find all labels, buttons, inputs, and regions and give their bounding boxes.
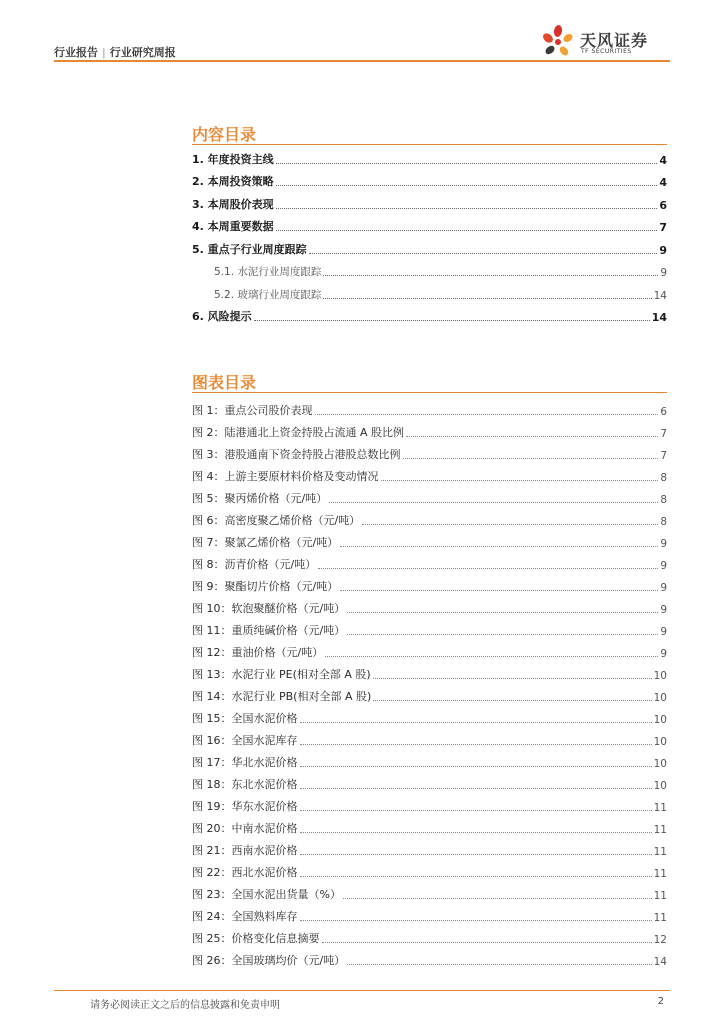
figure-entry[interactable] [192,836,667,858]
figure-entry-page: 11 [653,890,667,902]
figure-entry[interactable] [192,858,667,880]
figure-entry-page: 10 [653,670,667,682]
figure-entry[interactable] [192,748,667,770]
figure-entry[interactable] [192,572,667,594]
toc-entry-page: 14 [651,311,667,324]
toc-entry-label: 6. 风险提示 [192,310,252,323]
toc-leader-dots [323,275,658,276]
figure-entry-page: 9 [660,538,667,550]
figure-entry[interactable] [192,462,667,484]
figure-entry[interactable] [192,418,667,440]
contents-title: 内容目录 [192,125,257,144]
figure-entry[interactable] [192,660,667,682]
figure-entry-page: 11 [653,912,667,924]
toc-entry[interactable] [192,257,667,280]
figure-entry-label: 图 7：聚氯乙烯价格（元/吨） [192,536,339,549]
figure-entry-label: 图 12：重油价格（元/吨） [192,646,324,659]
figure-leader-dots [300,854,652,855]
figure-leader-dots [318,568,658,569]
figure-entry[interactable] [192,594,667,616]
figure-entry[interactable] [192,726,667,748]
toc-entry-label: 1. 年度投资主线 [192,152,274,166]
figure-leader-dots [300,722,652,723]
figure-entry[interactable] [192,792,667,814]
figure-entry-page: 10 [653,714,667,726]
figure-entry[interactable] [192,550,667,572]
figure-entry[interactable] [192,616,667,638]
figure-entry-label: 图 20：中南水泥价格 [192,822,298,835]
figure-leader-dots [340,590,658,591]
figure-leader-dots [373,678,652,679]
figure-leader-dots [322,942,652,943]
figure-entry-page: 8 [660,494,667,506]
toc-leader-dots [276,230,658,231]
figure-entry[interactable] [192,770,667,792]
toc-entry[interactable] [192,212,667,235]
figure-entry[interactable] [192,902,667,924]
figure-entry-page: 9 [660,626,667,638]
figure-leader-dots [300,810,652,811]
figure-entry-label: 图 17：华北水泥价格 [192,756,298,769]
figure-entry-page: 9 [660,648,667,660]
toc-entry-label: 5.1. 水泥行业周度跟踪 [214,266,322,278]
figure-entry-label: 图 16：全国水泥库存 [192,734,298,747]
toc-leader-dots [254,320,650,321]
figure-entry-label: 图 21：西南水泥价格 [192,844,298,857]
figure-entry[interactable] [192,440,667,462]
toc-entry-label: 3. 本周股价表现 [192,197,274,211]
footer-divider [54,990,670,991]
figure-entry-page: 10 [653,780,667,792]
figure-entry-label: 图 18：东北水泥价格 [192,778,298,791]
figure-entry-page: 11 [653,824,667,836]
figure-entry-label: 图 15：全国水泥价格 [192,712,298,725]
contents-list [192,144,667,324]
logo-text-cn: 天风证券 [580,31,649,50]
figure-entry-label: 图 6：高密度聚乙烯价格（元/吨） [192,514,361,527]
figures-title-divider [192,392,667,393]
toc-entry-page: 6 [659,198,667,212]
figure-entry-label: 图 5：聚丙烯价格（元/吨） [192,492,328,505]
figure-entry-page: 11 [653,802,667,814]
figure-leader-dots [362,524,658,525]
figure-leader-dots [300,920,652,921]
figure-entry-page: 9 [660,604,667,616]
footer-disclaimer: 请务必阅读正文之后的信息披露和免责申明 [90,1000,280,1011]
figure-entry[interactable] [192,528,667,550]
toc-leader-dots [276,208,658,209]
figure-entry-label: 图 10：软泡聚醚价格（元/吨） [192,602,346,615]
figure-leader-dots [300,744,652,745]
figure-leader-dots [325,656,658,657]
toc-entry-page: 14 [653,289,667,302]
figure-entry-page: 12 [653,934,667,946]
toc-entry-label: 2. 本周投资策略 [192,175,274,188]
breadcrumb-weekly: 行业研究周报 [109,46,176,59]
flower-logo-icon [540,24,576,60]
figure-entry-page: 10 [653,758,667,770]
figure-entry[interactable] [192,704,667,726]
figure-entry-label: 图 25：价格变化信息摘要 [192,932,320,945]
toc-entry[interactable] [192,234,667,257]
figure-leader-dots [300,876,652,877]
figure-entry-label: 图 24：全国熟料库存 [192,910,298,923]
figure-entry-page: 11 [653,846,667,858]
page-number: 2 [657,996,664,1007]
figure-entry-page: 8 [660,472,667,484]
figure-leader-dots [403,458,659,459]
figures-list [192,396,667,968]
toc-entry-page: 4 [659,176,667,189]
figure-entry-page: 9 [660,560,667,572]
figure-entry[interactable] [192,946,667,968]
figure-entry-page: 14 [653,956,667,968]
figure-leader-dots [343,898,652,899]
figure-entry-page: 9 [660,582,667,594]
toc-leader-dots [276,163,658,164]
figure-leader-dots [340,546,658,547]
figure-entry-label: 图 26：全国玻璃均价（元/吨） [192,954,346,967]
figure-leader-dots [406,436,658,437]
figure-entry-page: 6 [660,406,667,418]
figure-leader-dots [300,788,652,789]
toc-entry[interactable] [192,189,667,212]
figure-entry-label: 图 4：上游主要原材料价格及变动情况 [192,470,379,483]
figure-entry[interactable] [192,880,667,902]
figure-entry-label: 图 8：沥青价格（元/吨） [192,558,317,571]
logo-text-en: TF SECURITIES [581,48,632,55]
toc-leader-dots [309,253,658,254]
breadcrumb-separator: | [102,46,106,59]
tf-securities-logo [540,24,670,58]
figures-title: 图表目录 [192,373,257,392]
toc-entry[interactable] [192,144,667,167]
figure-entry-label: 图 13：水泥行业 PE(相对全部 A 股) [192,668,371,681]
breadcrumb-report: 行业报告 [54,46,98,59]
figure-entry-page: 7 [660,428,667,440]
figure-leader-dots [347,612,658,613]
page-header [54,28,670,64]
figure-entry-page: 7 [660,450,667,462]
toc-entry-page: 9 [660,267,667,279]
figure-entry-label: 图 2：陆港通北上资金持股占流通 A 股比例 [192,426,405,439]
toc-entry-page: 9 [659,243,667,257]
figure-leader-dots [300,832,652,833]
figure-entry-label: 图 9：聚酯切片价格（元/吨） [192,580,339,593]
figure-leader-dots [329,502,658,503]
toc-entry-label: 4. 本周重要数据 [192,220,274,233]
figure-entry-label: 图 22：西北水泥价格 [192,866,298,879]
toc-entry-page: 7 [659,221,667,234]
toc-entry[interactable] [192,279,667,302]
toc-entry-label: 5. 重点子行业周度跟踪 [192,242,307,256]
figure-entry-label: 图 11：重质纯碱价格（元/吨） [192,624,346,637]
figure-entry[interactable] [192,484,667,506]
figure-entry[interactable] [192,638,667,660]
figure-leader-dots [381,480,659,481]
toc-entry[interactable] [192,302,667,325]
toc-leader-dots [323,298,651,299]
figure-entry-page: 11 [653,868,667,880]
figure-leader-dots [347,964,651,965]
figure-leader-dots [373,700,651,701]
toc-entry-label: 5.2. 玻璃行业周度跟踪 [214,288,322,301]
figure-entry-label: 图 14：水泥行业 PB(相对全部 A 股) [192,690,372,703]
figure-entry[interactable] [192,924,667,946]
toc-leader-dots [276,185,658,186]
figure-entry-page: 10 [653,736,667,748]
figure-entry[interactable] [192,506,667,528]
figure-entry-label: 图 1：重点公司股价表现 [192,404,313,417]
toc-entry-page: 4 [659,153,667,167]
header-divider [54,60,670,62]
figure-entry-label: 图 3：港股通南下资金持股占港股总数比例 [192,448,401,461]
header-breadcrumb [54,44,176,60]
figure-entry[interactable] [192,814,667,836]
figure-entry-page: 10 [653,692,667,704]
figure-leader-dots [347,634,658,635]
figure-entry-page: 8 [660,516,667,528]
figure-leader-dots [300,766,652,767]
figure-entry[interactable] [192,396,667,418]
figure-entry-label: 图 23：全国水泥出货量（%） [192,888,341,901]
toc-entry[interactable] [192,167,667,190]
figure-entry-label: 图 19：华东水泥价格 [192,800,298,813]
figure-entry[interactable] [192,682,667,704]
figure-leader-dots [315,414,659,415]
